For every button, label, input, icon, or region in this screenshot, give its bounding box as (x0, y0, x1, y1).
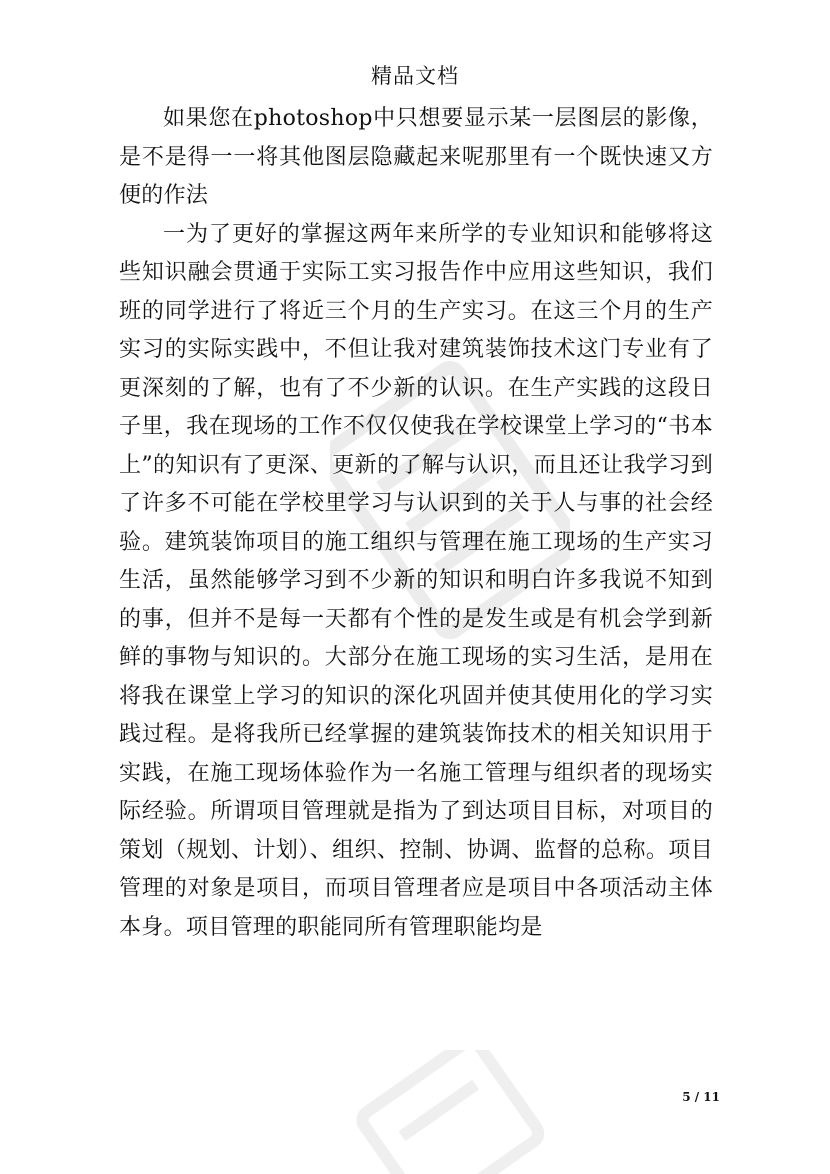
paragraph: 如果您在photoshop中只想要显示某一层图层的影像，是不是得一一将其他图层隐藏起来呢那里有一个既快速又方便的作法 (119, 106, 713, 208)
paragraph: 一为了更好的掌握这两年来所学的专业知识和能够将这些知识融会贯通于实际工实习报告作中应用这些知识，我们班的同学进行了将近三个月的生产实习。在这三个月的生产实习的实际实践中，不但让我对建筑装饰技术这门专业有了更深刻的了解，也有了不少新的认识。在生产实践的这段日子里，我在现场的工作不仅仅使我在学校课堂上学习的“书本上”的知识有了更深、更新的了解与认识，而且还让我学习到了许多不可能在学校里学习与认识到的关于人与事的社会经验。建筑装饰项目的施工组织与管理在施工现场的生产实习生活，虽然能够学习到不少新的知识和明白许多我说不知到的事，但并不是每一天都有个性的是发生或是有机会学到新鲜的事物与知识的。大部分在施工现场的实习生活，是用在将我在课堂上学习的知识的深化巩固并使其使用化的学习实践过程。是将我所已经掌握的建筑装饰技术的相关知识用于实践，在施工现场体验作为一名施工管理与组织者的现场实际经验。所谓项目管理就是指为了到达项目目标，对项目的策划（规划、计划）、组织、控制、协调、监督的总称。项目管理的对象是项目，而项目管理者应是项目中各项活动主体本身。项目管理的职能同所有管理职能均是 (119, 221, 713, 940)
page-number: 5 / 11 (682, 1090, 720, 1104)
document-body (119, 100, 713, 947)
watermark-graphic-bottom (330, 1050, 550, 1174)
page-header-title: 精品文档 (371, 64, 459, 88)
